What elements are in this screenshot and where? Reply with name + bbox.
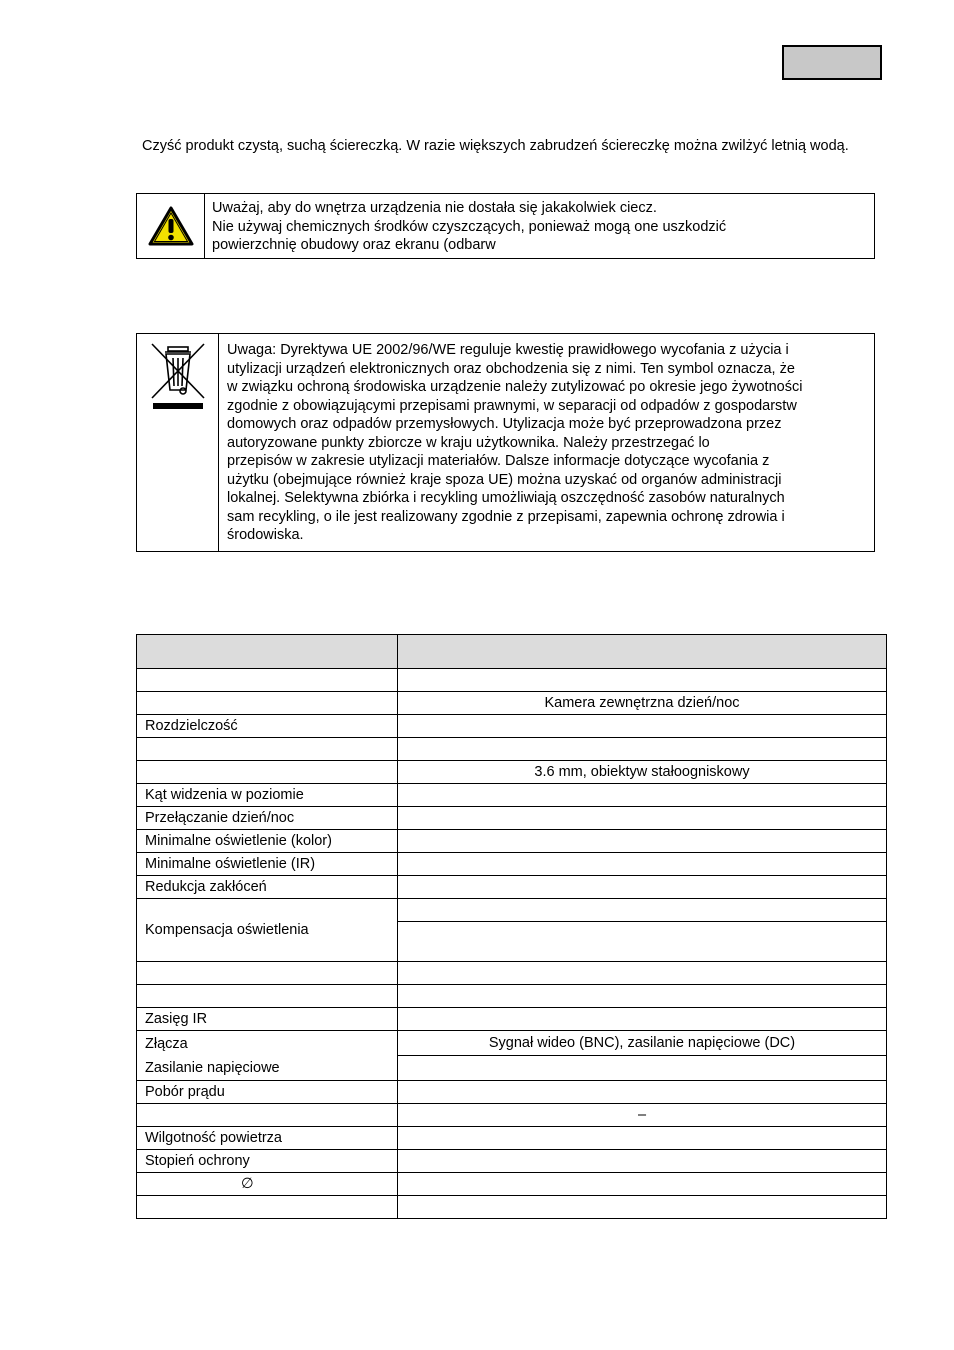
disposal-line: lokalnej. Selektywna zbiórka i recykling umożliwiają oszczędność zasobów naturalnych [227, 490, 785, 506]
spec-value [398, 738, 887, 761]
spec-value: Kamera zewnętrzna dzień/noc [398, 692, 887, 715]
spec-value [398, 669, 887, 692]
spec-value [398, 1127, 887, 1150]
spec-label [137, 985, 398, 1008]
table-row [137, 1104, 887, 1127]
disposal-line: domowych oraz odpadów przemysłowych. Utylizacja może być przeprowadzona przez [227, 416, 782, 432]
disposal-notice [136, 333, 875, 552]
spec-value [398, 1150, 887, 1173]
table-row [137, 692, 887, 715]
spec-value: 3.6 mm, obiektyw stałoogniskowy [398, 761, 887, 784]
spec-value: Sygnał wideo (BNC), zasilanie napięciowe (DC) [398, 1031, 887, 1056]
spec-value [398, 985, 887, 1008]
disposal-text [219, 334, 802, 551]
disposal-line: przepisów w zakresie utylizacji materiałów. Dalsze informacje dotyczące wycofania z [227, 453, 770, 469]
table-row [137, 1150, 887, 1173]
warning-text [205, 194, 726, 258]
spec-label [137, 761, 398, 784]
language-tab [782, 45, 882, 80]
spec-label: Zasilanie napięciowe [145, 1059, 280, 1076]
spec-label: Wilgotność powietrza [137, 1127, 398, 1150]
table-row [137, 1008, 887, 1031]
spec-value [398, 1081, 887, 1104]
table-row [137, 761, 887, 784]
spec-value [398, 1056, 887, 1081]
spec-label: Rozdzielczość [137, 715, 398, 738]
warning-line: Uważaj, aby do wnętrza urządzenia nie dostała się jakakolwiek ciecz. [212, 200, 657, 216]
table-row [137, 738, 887, 761]
spec-label: Pobór prądu [137, 1081, 398, 1104]
spec-label [137, 1196, 398, 1219]
spec-label: ∅ [137, 1173, 398, 1196]
table-row [137, 1173, 887, 1196]
spec-label: Kąt widzenia w poziomie [137, 784, 398, 807]
spec-value [398, 1196, 887, 1219]
table-row [137, 962, 887, 985]
spec-value: – [398, 1104, 887, 1127]
spec-label: Kompensacja oświetlenia [137, 899, 398, 962]
spec-value [398, 784, 887, 807]
spec-value [398, 715, 887, 738]
table-header-cell [137, 635, 398, 669]
spec-value [398, 1173, 887, 1196]
table-header-row [137, 635, 887, 669]
spec-value [398, 830, 887, 853]
disposal-line: zgodnie z obowiązującymi przepisami prawnymi, w separacji od odpadów z gospodarstw [227, 397, 797, 414]
crossed-out-wheelie-bin-icon [149, 342, 207, 410]
spec-value [398, 899, 887, 922]
table-row [137, 715, 887, 738]
spec-label [137, 738, 398, 761]
spec-value [398, 962, 887, 985]
table-row [137, 1081, 887, 1104]
warning-icon-cell [137, 194, 205, 258]
table-row [137, 1127, 887, 1150]
table-row [137, 669, 887, 692]
table-row [137, 1031, 887, 1056]
spec-label: Zasięg IR [137, 1008, 398, 1031]
spec-label: Minimalne oświetlenie (kolor) [137, 830, 398, 853]
disposal-line: utylizacji urządzeń elektronicznych oraz obchodzenia się z nimi. Ten symbol oznacza, że [227, 360, 795, 377]
table-row [137, 876, 887, 899]
table-row [137, 899, 887, 922]
spec-value [398, 1008, 887, 1031]
technical-data-table [136, 634, 887, 1219]
spec-label [137, 1104, 398, 1127]
spec-label [137, 692, 398, 715]
table-row [137, 807, 887, 830]
disposal-icon-cell [137, 334, 219, 551]
warning-line: Nie używaj chemicznych środków czyszczących, ponieważ mogą one uszkodzić [212, 218, 727, 235]
spec-label: Minimalne oświetlenie (IR) [137, 853, 398, 876]
spec-label: Złącza [145, 1036, 188, 1052]
table-row [137, 853, 887, 876]
spec-value [398, 922, 887, 962]
spec-label-merged [137, 1031, 398, 1081]
disposal-line: środowiska. [227, 527, 304, 543]
cleaning-instructions: Czyść produkt czystą, suchą ściereczką. W razie większych zabrudzeń ściereczkę można zwilżyć letnią wodą. [142, 138, 849, 154]
table-row [137, 985, 887, 1008]
spec-label [137, 962, 398, 985]
spec-value [398, 853, 887, 876]
warning-notice [136, 193, 875, 259]
spec-label: Stopień ochrony [137, 1150, 398, 1173]
table-header-cell [398, 635, 887, 669]
spec-label [137, 669, 398, 692]
disposal-line: Uwaga: Dyrektywa UE 2002/96/WE reguluje kwestię prawidłowego wycofania z użycia i [227, 342, 789, 358]
warning-triangle-icon [148, 206, 194, 246]
disposal-line: sam recykling, o ile jest realizowany zgodnie z przepisami, zapewnia ochronę zdrowia i [227, 508, 785, 525]
disposal-line: autoryzowane punkty zbiorcze w kraju użytkownika. Należy przestrzegać lo [227, 434, 710, 451]
table-row [137, 830, 887, 853]
disposal-line: użytku (obejmujące również kraje spoza UE) można uzyskać od organów administracji [227, 471, 782, 488]
spec-label: Przełączanie dzień/noc [137, 807, 398, 830]
spec-value [398, 807, 887, 830]
table-row [137, 1196, 887, 1219]
spec-value [398, 876, 887, 899]
spec-label: Redukcja zakłóceń [137, 876, 398, 899]
table-row [137, 784, 887, 807]
disposal-line: w związku ochroną środowiska urządzenie należy zutylizować po okresie jego żywotności [227, 379, 803, 395]
warning-line: powierzchnię obudowy oraz ekranu (odbarw [212, 237, 496, 253]
